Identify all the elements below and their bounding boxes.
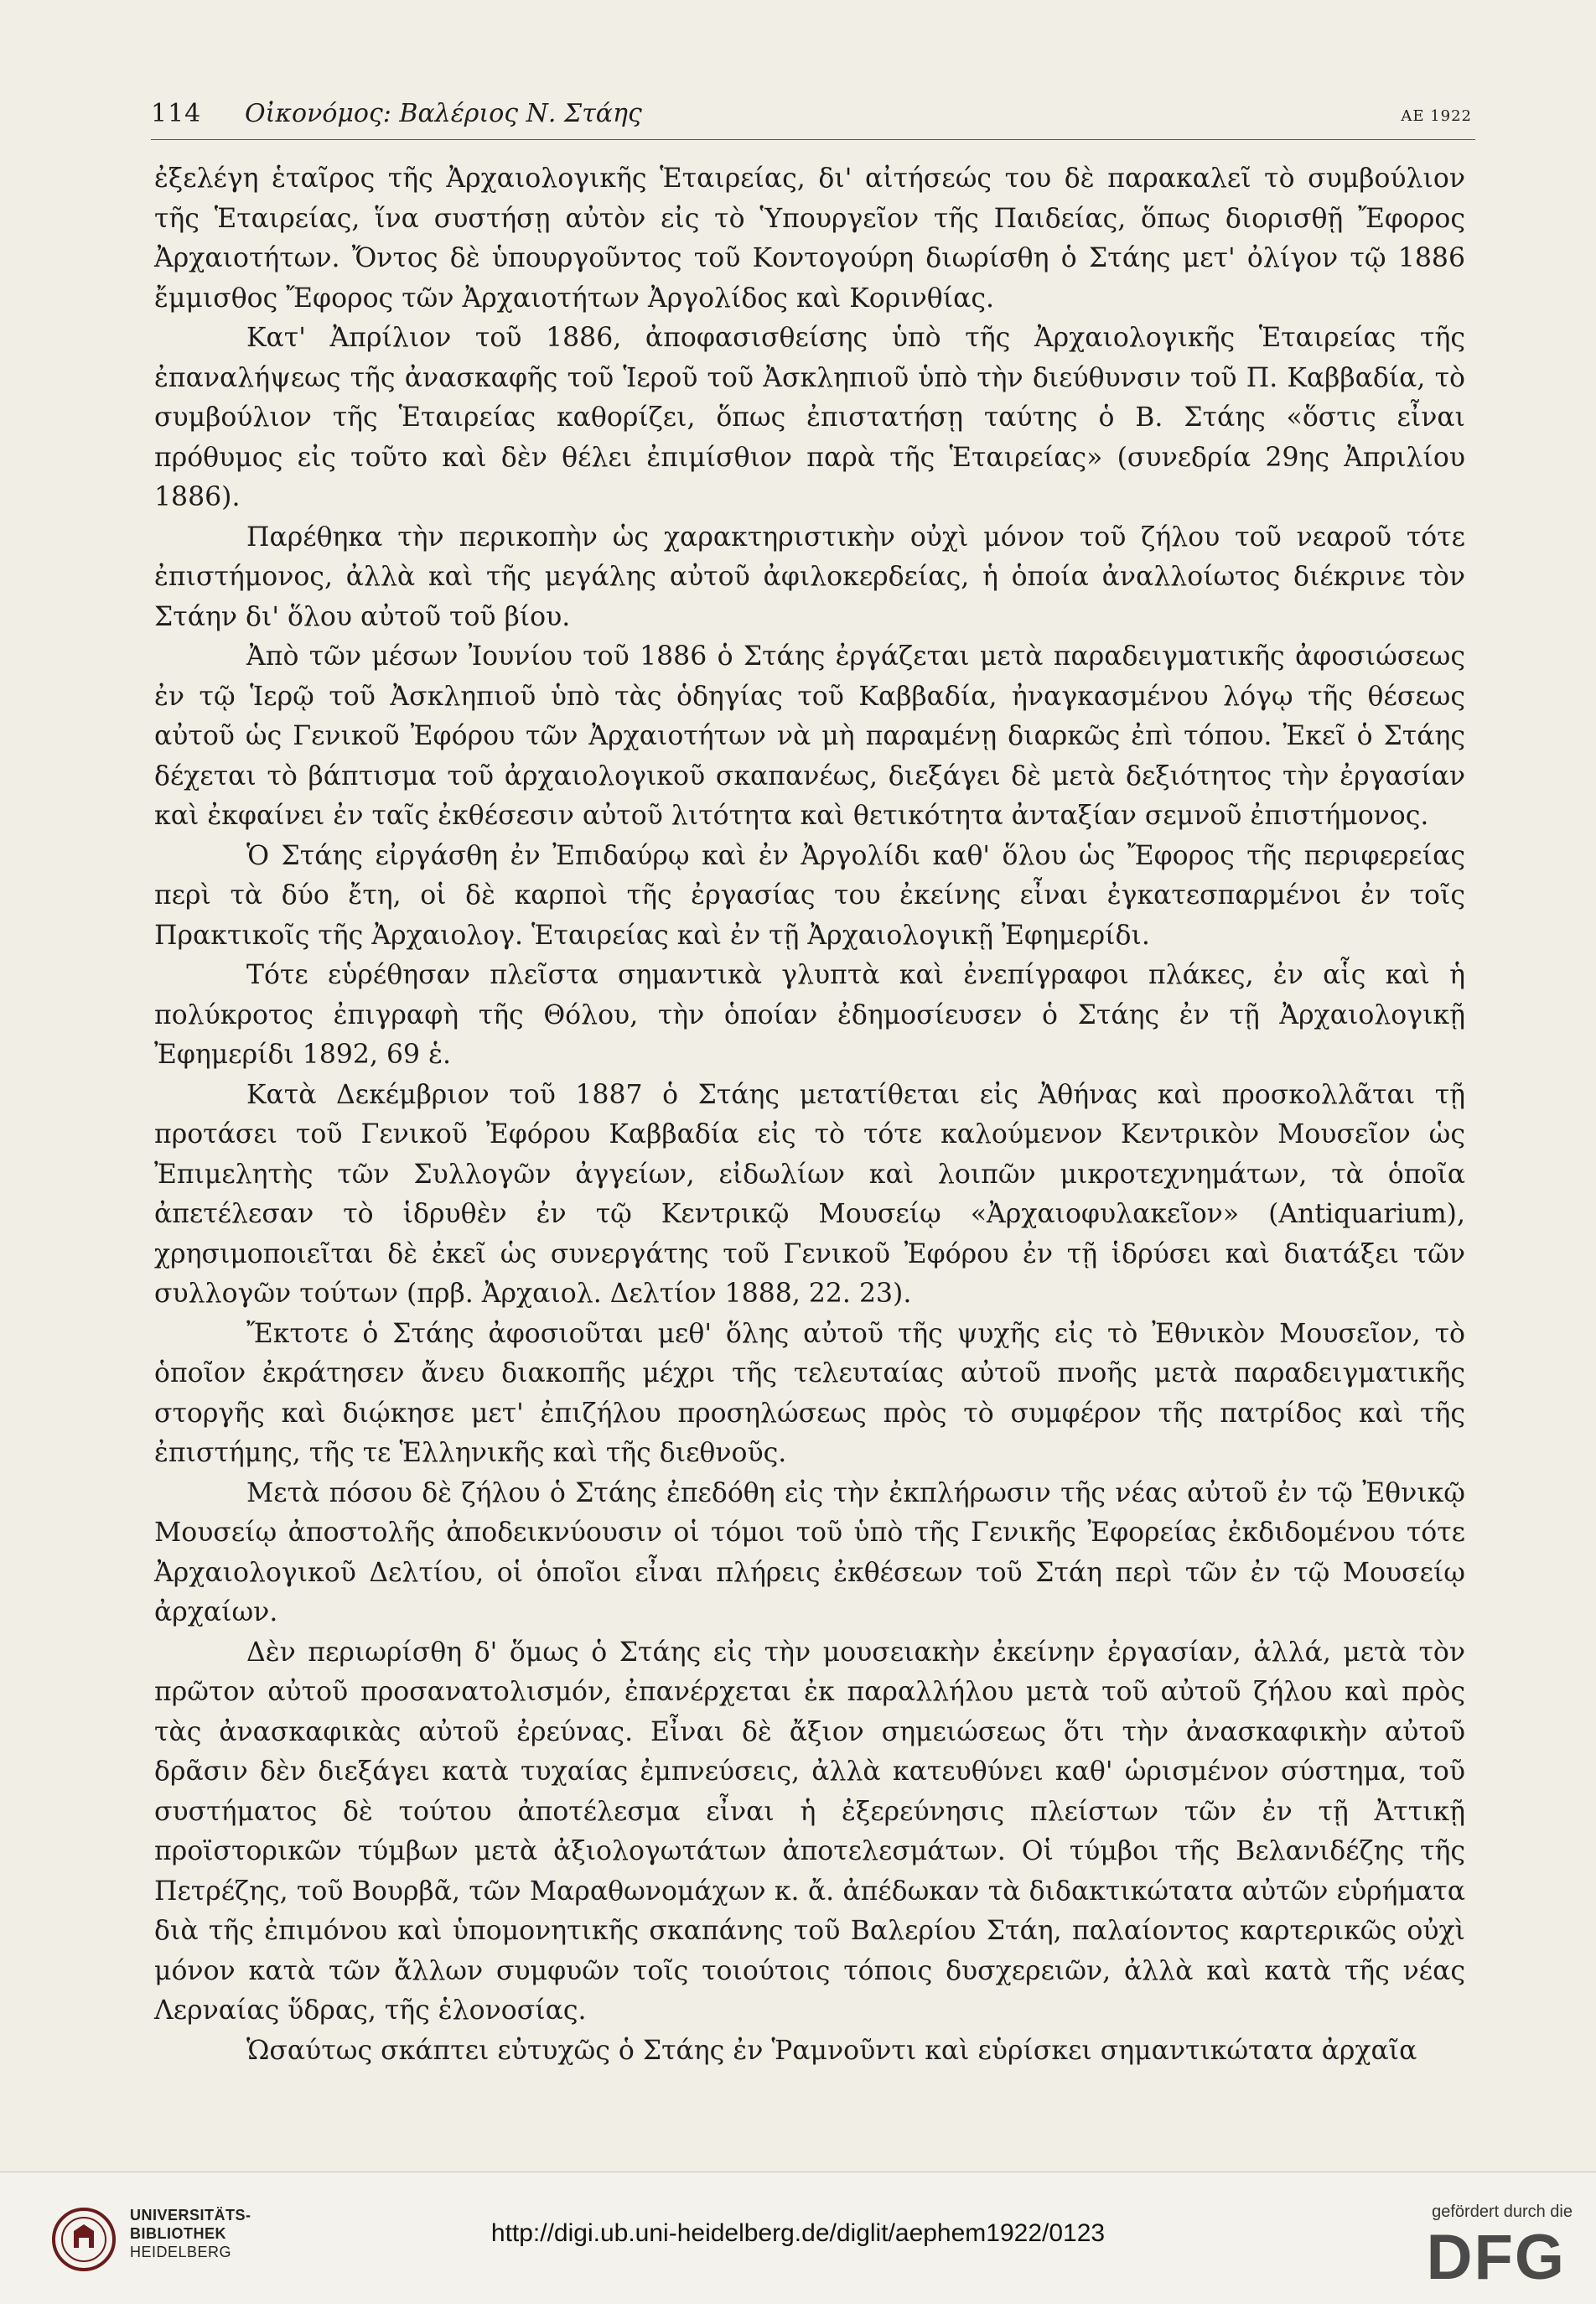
library-name-line: BIBLIOTHEK [130,2225,226,2242]
running-title: Οἰκονόμος: Βαλέριος Ν. Στάης [245,99,642,128]
body-text [154,159,1465,2071]
paragraph: Τότε εὑρέθησαν πλεῖστα σημαντικὰ γλυπτὰ καὶ ἐνεπίγραφοι πλάκες, ἐν αἷς καὶ ἡ πολύκροτος ἐπιγραφὴ τῆς Θόλου, τὴν ὁποίαν ἐδημοσίευσεν ὁ Στάης ἐν τῇ Ἀρχαιολογικῇ Ἐφημερίδι 1892, 69 ἑ. [154,960,1465,1070]
journal-tag: ΑΕ 1922 [1401,107,1472,125]
dfg-logo: DFG [1426,2222,1566,2293]
page-number: 114 [151,99,202,128]
paragraph: ἐξελέγη ἑταῖρος τῆς Ἀρχαιολογικῆς Ἑταιρείας, δι' αἰτήσεώς του δὲ παρακαλεῖ τὸ συμβούλιον τῆς Ἑταιρείας, ἵνα συστήσῃ αὐτὸν εἰς τὸ Ὑπουργεῖον τῆς Παιδείας, ὅπως διορισθῇ Ἔφορος Ἀρχαιοτήτων. Ὄντος δὲ ὑπουργοῦντος τοῦ Κοντογούρη διωρίσθη ὁ Στάης μετ' ὀλίγον τῷ 1886 ἔμμισθος Ἔφορος τῶν Ἀρχαιοτήτων Ἀργολίδος καὶ Κορινθίας. [154,163,1465,314]
paragraph: Κατ' Ἀπρίλιον τοῦ 1886, ἀποφασισθείσης ὑπὸ τῆς Ἀρχαιολογικῆς Ἑταιρείας τῆς ἐπαναλήψεως τῆς ἀνασκαφῆς τοῦ Ἱεροῦ τοῦ Ἀσκληπιοῦ ὑπὸ τὴν διεύθυνσιν τοῦ Π. Καββαδία, τὸ συμβούλιον τῆς Ἑταιρείας καθορίζει, ὅπως ἐπιστατήσῃ ταύτης ὁ Β. Στάης «ὅστις εἶναι πρόθυμος εἰς τοῦτο καὶ δὲν θέλει ἐπιμίσθιον παρὰ τῆς Ἑταιρείας» (συνεδρία 29ης Ἀπριλίου 1886). [154,323,1465,512]
paragraph: Παρέθηκα τὴν περικοπὴν ὡς χαρακτηριστικὴν οὐχὶ μόνον τοῦ ζήλου τοῦ νεαροῦ τότε ἐπιστήμονος, ἀλλὰ καὶ τῆς μεγάλης αὐτοῦ ἀφιλοκερδείας, ἡ ὁποία ἀναλλοίωτος διέκρινε τὸν Στάην δι' ὅλου αὐτοῦ τοῦ βίου. [154,522,1465,632]
library-name-line: UNIVERSITÄTS- [130,2207,251,2224]
viewer-footer [0,2172,1596,2304]
paragraph: Δὲν περιωρίσθη δ' ὅμως ὁ Στάης εἰς τὴν μουσειακὴν ἐκείνην ἐργασίαν, ἀλλά, μετὰ τὸν πρῶτον αὐτοῦ προσανατολισμόν, ἐπανέρχεται ἐκ παραλλήλου μετὰ τοῦ αὐτοῦ ζήλου καὶ πρὸς τὰς ἀνασκαφικὰς αὐτοῦ ἐρεύνας. Εἶναι δὲ ἄξιον σημειώσεως ὅτι τὴν ἀνασκαφικὴν αὐτοῦ δρᾶσιν δὲν διεξάγει κατὰ τυχαίας ἐμπνεύσεις, ἀλλὰ κατευθύνει καθ' ὡρισμένον σύστημα, τοῦ συστήματος δὲ τούτου ἀποτέλεσμα εἶναι ἡ ἐξερεύνησις πλείστων τῶν ἐν τῇ Ἀττικῇ προϊστορικῶν τύμβων μετὰ ἀξιολογωτάτων ἀποτελεσμάτων. Οἱ τύμβοι τῆς Βελανιδέζης τῆς Πετρέζης, τοῦ Βουρβᾶ, τῶν Μαραθωνομάχων κ. ἄ. ἀπέδωκαν τὰ διδακτικώτατα αὐτῶν εὑρήματα διὰ τῆς ἐπιμόνου καὶ ὑπομονητικῆς σκαπάνης τοῦ Βαλερίου Στάη, παλαίοντος καρτερικῶς οὐχὶ μόνον κατὰ τῶν ἄλλων συμφυῶν τοῖς τοιούτοις τόποις δυσχερειῶν, ἀλλὰ καὶ κατὰ τῆς νέας Λερναίας ὕδρας, τῆς ἑλονοσίας. [154,1637,1465,2026]
permalink[interactable]: http://digi.ub.uni-heidelberg.de/diglit/aephem1922/0123 [490,2219,1106,2247]
paragraph: Ὡσαύτως σκάπτει εὐτυχῶς ὁ Στάης ἐν Ῥαμνοῦντι καὶ εὑρίσκει σημαντικώτατα ἀρχαῖα [246,2035,1417,2066]
paragraph: Μετὰ πόσου δὲ ζήλου ὁ Στάης ἐπεδόθη εἰς τὴν ἐκπλήρωσιν τῆς νέας αὐτοῦ ἐν τῷ Ἐθνικῷ Μουσείῳ ἀποστολῆς ἀποδεικνύουσιν οἱ τόμοι τοῦ ὑπὸ τῆς Γενικῆς Ἐφορείας ἐκδιδομένου τότε Ἀρχαιολογικοῦ Δελτίου, οἱ ὁποῖοι εἶναι πλήρεις ἐκθέσεων τοῦ Στάη περὶ τῶν ἐν τῷ Μουσείῳ ἀρχαίων. [154,1477,1465,1627]
running-header [151,92,1475,140]
paragraph: Κατὰ Δεκέμβριον τοῦ 1887 ὁ Στάης μετατίθεται εἰς Ἀθήνας καὶ προσκολλᾶται τῇ προτάσει τοῦ Γενικοῦ Ἐφόρου Καββαδία εἰς τὸ τότε καλούμενον Κεντρικὸν Μουσεῖον ὡς Ἐπιμελητὴς τῶν Συλλογῶν ἀγγείων, εἰδωλίων καὶ λοιπῶν μικροτεχνημάτων, τὰ ὁποῖα ἀπετέλεσαν τὸ ἱδρυθὲν ἐν τῷ Κεντρικῷ Μουσείῳ «Ἀρχαιοφυλακεῖον» (Antiquarium), χρησιμοποιεῖται δὲ ἐκεῖ ὡς συνεργάτης τοῦ Γενικοῦ Ἐφόρου ἐν τῇ ἱδρύσει καὶ διατάξει τῶν συλλογῶν τούτων (πρβ. Ἀρχαιολ. Δελτίον 1888, 22. 23). [154,1079,1465,1309]
paragraph: Ἀπὸ τῶν μέσων Ἰουνίου τοῦ 1886 ὁ Στάης ἐργάζεται μετὰ παραδειγματικῆς ἀφοσιώσεως ἐν τῷ Ἱερῷ τοῦ Ἀσκληπιοῦ ὑπὸ τὰς ὁδηγίας τοῦ Καββαδία, ἠναγκασμένου λόγῳ τῆς θέσεως αὐτοῦ ὡς Γενικοῦ Ἐφόρου τῶν Ἀρχαιοτήτων νὰ μὴ παραμένῃ διαρκῶς ἐπὶ τόπου. Ἐκεῖ ὁ Στάης δέχεται τὸ βάπτισμα τοῦ ἀρχαιολογικοῦ σκαπανέως, διεξάγει δὲ μετὰ δεξιότητος τὴν ἐργασίαν καὶ ἐκφαίνει ἐν ταῖς ἐκθέσεσιν αὐτοῦ λιτότητα καὶ θετικότητα ἀνταξίαν σεμνοῦ ἐπιστήμονος. [154,641,1465,831]
paragraph: Ὁ Στάης εἰργάσθη ἐν Ἐπιδαύρῳ καὶ ἐν Ἀργολίδι καθ' ὅλου ὡς Ἔφορος τῆς περιφερείας περὶ τὰ δύο ἔτη, οἱ δὲ καρποὶ τῆς ἐργασίας του ἐκείνης εἶναι ἐγκατεσπαρμένοι ἐν τοῖς Πρακτικοῖς τῆς Ἀρχαιολογ. Ἑταιρείας καὶ ἐν τῇ Ἀρχαιολογικῇ Ἐφημερίδι. [154,840,1465,951]
paragraph: Ἔκτοτε ὁ Στάης ἀφοσιοῦται μεθ' ὅλης αὐτοῦ τῆς ψυχῆς εἰς τὸ Ἐθνικὸν Μουσεῖον, τὸ ὁποῖον ἐκράτησεν ἄνευ διακοπῆς μέχρι τῆς τελευταίας αὐτοῦ πνοῆς μετὰ παραδειγματικῆς στοργῆς καὶ διῴκησε μετ' ἐπιζήλου προσηλώσεως πρὸς τὸ συμφέρον τῆς πατρίδος καὶ τῆς ἐπιστήμης, τῆς τε Ἑλληνικῆς καὶ τῆς διεθνοῦς. [154,1318,1465,1468]
funding-note: gefördert durch die [1432,2203,1573,2221]
library-name-line: HEIDELBERG [130,2244,232,2260]
